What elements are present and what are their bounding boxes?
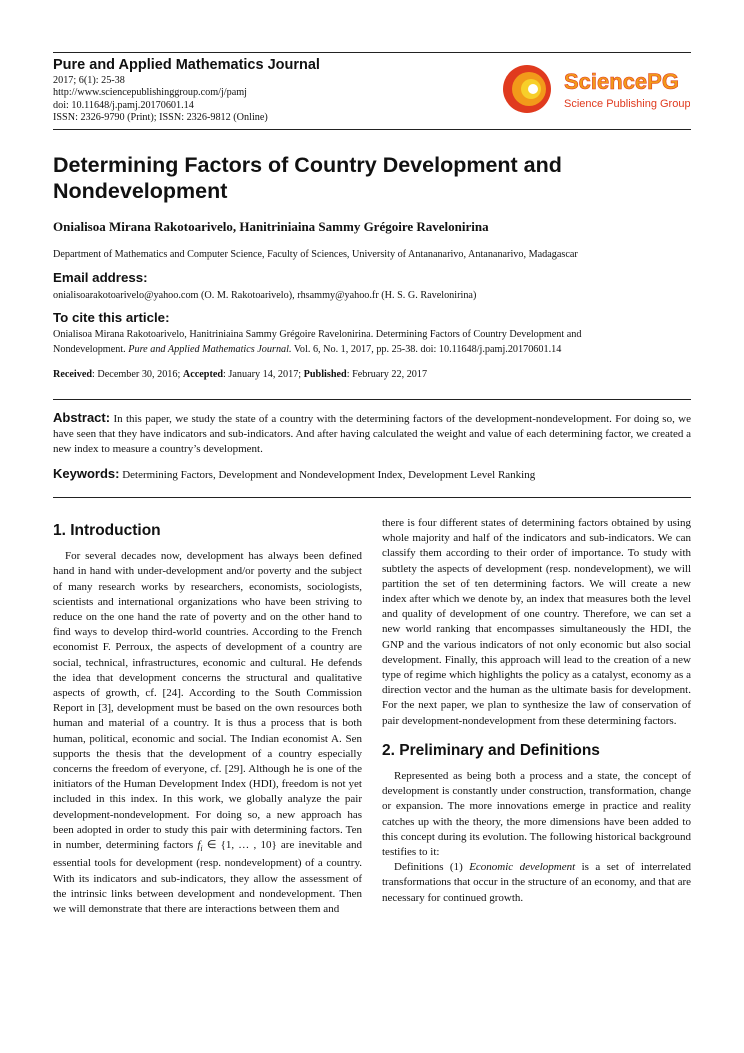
citation-journal: Pure and Applied Mathematics Journal. [128,344,292,356]
intro-paragraph: For several decades now, development has always been defined hand in hand with under-development and/or poverty and the subject of many research works by researchers, economists, sociologists, scientists and international organizations who have been striving to reduce on the one hand the rate of poverty and on the other hand to find ways to develop third-world countries. According to the French economist F. Perroux, the aspects of development of a country are social, technical, infrastructures, economic and cultural. He defends the idea that development concerns the structural and qualitative aspects of growth, cf. [24]. According to the South Commission Report in [3], development must be based on the own resources both human and material of a country. It is thus a process that is both human, political, economic and social. The Indian economist A. Sen supports the thesis that the development of a country especially concerns the freedom of everyone, cf. [29]. Although he is one of the initiators of the Human Development Index (HDI), freedom is not yet included in this index. In this work, we globally analyze the pair development-nondevelopment. For doing so, a new approach has been adopted in order to study this pair with determining factors. Ten in number, determining factors $f_i$ ∈ {1, … , 10} are inevitable and essential tools for development (resp. nondevelopment) of a country. With its indicators and sub-indicators, they allow the assessment of the intrinsic links between development and nondevelopment. Then we will demonstrate that there are interactions between them and [53,550,362,916]
authors: Onialisoa Mirana Rakotoarivelo, Hanitriniaina Sammy Grégoire Ravelonirina [53,219,489,234]
paper-title [53,152,693,204]
sciencepg-logo-icon [500,62,690,116]
affiliation: Department of Mathematics and Computer Science, Faculty of Sciences, University of Antananarivo, Antananarivo, Madagascar [53,249,578,260]
column-right [382,516,691,906]
journal-meta [53,75,268,124]
abstract-top-rule [53,399,691,400]
section-heading-introduction: 1. Introduction [53,522,161,539]
abstract-bottom-rule [53,497,691,498]
meta-line: ISSN: 2326-9790 (Print); ISSN: 2326-9812 (Online) [53,111,268,123]
publisher-logo [500,62,690,116]
meta-line: 2017; 6(1): 25-38 [53,75,125,86]
dates: Received: December 30, 2016; Accepted: January 14, 2017; Published: February 22, 2017 [53,369,428,380]
citation [53,327,693,358]
title-line: Determining Factors of Country Development and [53,153,562,177]
column-left [53,523,362,917]
definition-term: Economic development [469,861,576,874]
abstract [53,410,691,458]
logo-main-text: SciencePG [564,69,679,94]
top-rule [53,52,691,53]
keywords-text: Determining Factors, Development and Nondevelopment Index, Development Level Ranking [122,469,536,481]
email-heading: Email address: [53,270,148,285]
keywords-label: Keywords: [53,466,120,481]
logo-sub-text: Science Publishing Group [564,98,690,110]
cite-heading: To cite this article: [53,310,170,325]
meta-line[interactable]: http://www.sciencepublishinggroup.com/j/pamj [53,87,248,99]
abstract-text: In this paper, we study the state of a country with the determining factors of the development-nondevelopment. For doing so, we have seen that they have indicators and sub-indicators. And after having calculated the weight and value of each determining factor, we created a new index to measure a country’s development. [53,413,692,456]
email-text[interactable]: onialisoarakotoarivelo@yahoo.com (O. M. Rakotoarivelo), rhsammy@yahoo.fr (H. S. G. Ravelonirina) [53,290,477,301]
intro-paragraph-continued: there is four different states of determining factors obtained by using whole majority and half of the indicators and sub-indicators. We can classify them according to their order of importance. To study with subtlety the aspects of development (resp. nondevelopment), we will partition the set of ten determining factors. We will create a new index after which we denote by, an index that measures both the level and quality of development of one country. Therefore, we can set a new world ranking that encompasses simultaneously the HDI, the GNP and the various indicators of not only economic but also social development. Finally, this approach will lead to the creation of a new type of regime which highlights the policy as a catalyst, economy as a direction vector and the human as the ultimate basis for development. For the next paper, we plan to synthesize the law of conservation of pair development-nondevelopment from these determining factors. [382,517,691,727]
citation-line: Onialisoa Mirana Rakotoarivelo, Hanitriniaina Sammy Grégoire Ravelonirina. Determining Factors of Country Development and [53,329,582,340]
header-rule [53,129,691,130]
meta-line: doi: 10.11648/j.pamj.20170601.14 [53,99,194,111]
citation-line: Nondevelopment. Pure and Applied Mathematics Journal. Vol. 6, No. 1, 2017, pp. 25-38. doi: 10.11648/j.pamj.20170601.14 [53,344,562,356]
title-line: Nondevelopment [53,179,228,203]
journal-name: Pure and Applied Mathematics Journal [53,57,320,73]
section-heading-preliminary: 2. Preliminary and Definitions [382,741,600,759]
keywords [53,466,535,481]
definition-paragraph: Definitions (1) Economic development is a set of interrelated transformations that occur in the structure of an economy, and that are necessary for continued growth. [382,861,691,904]
preliminary-paragraph: Represented as being both a process and a state, the concept of development is constantly under construction, transformation, change or expansion. The more innovations emerge in practice and reality catches up with the theory, the more dimensions have been added to this concept during its evolution. The following historical background testifies to it: [382,770,691,859]
abstract-label: Abstract: [53,410,111,425]
